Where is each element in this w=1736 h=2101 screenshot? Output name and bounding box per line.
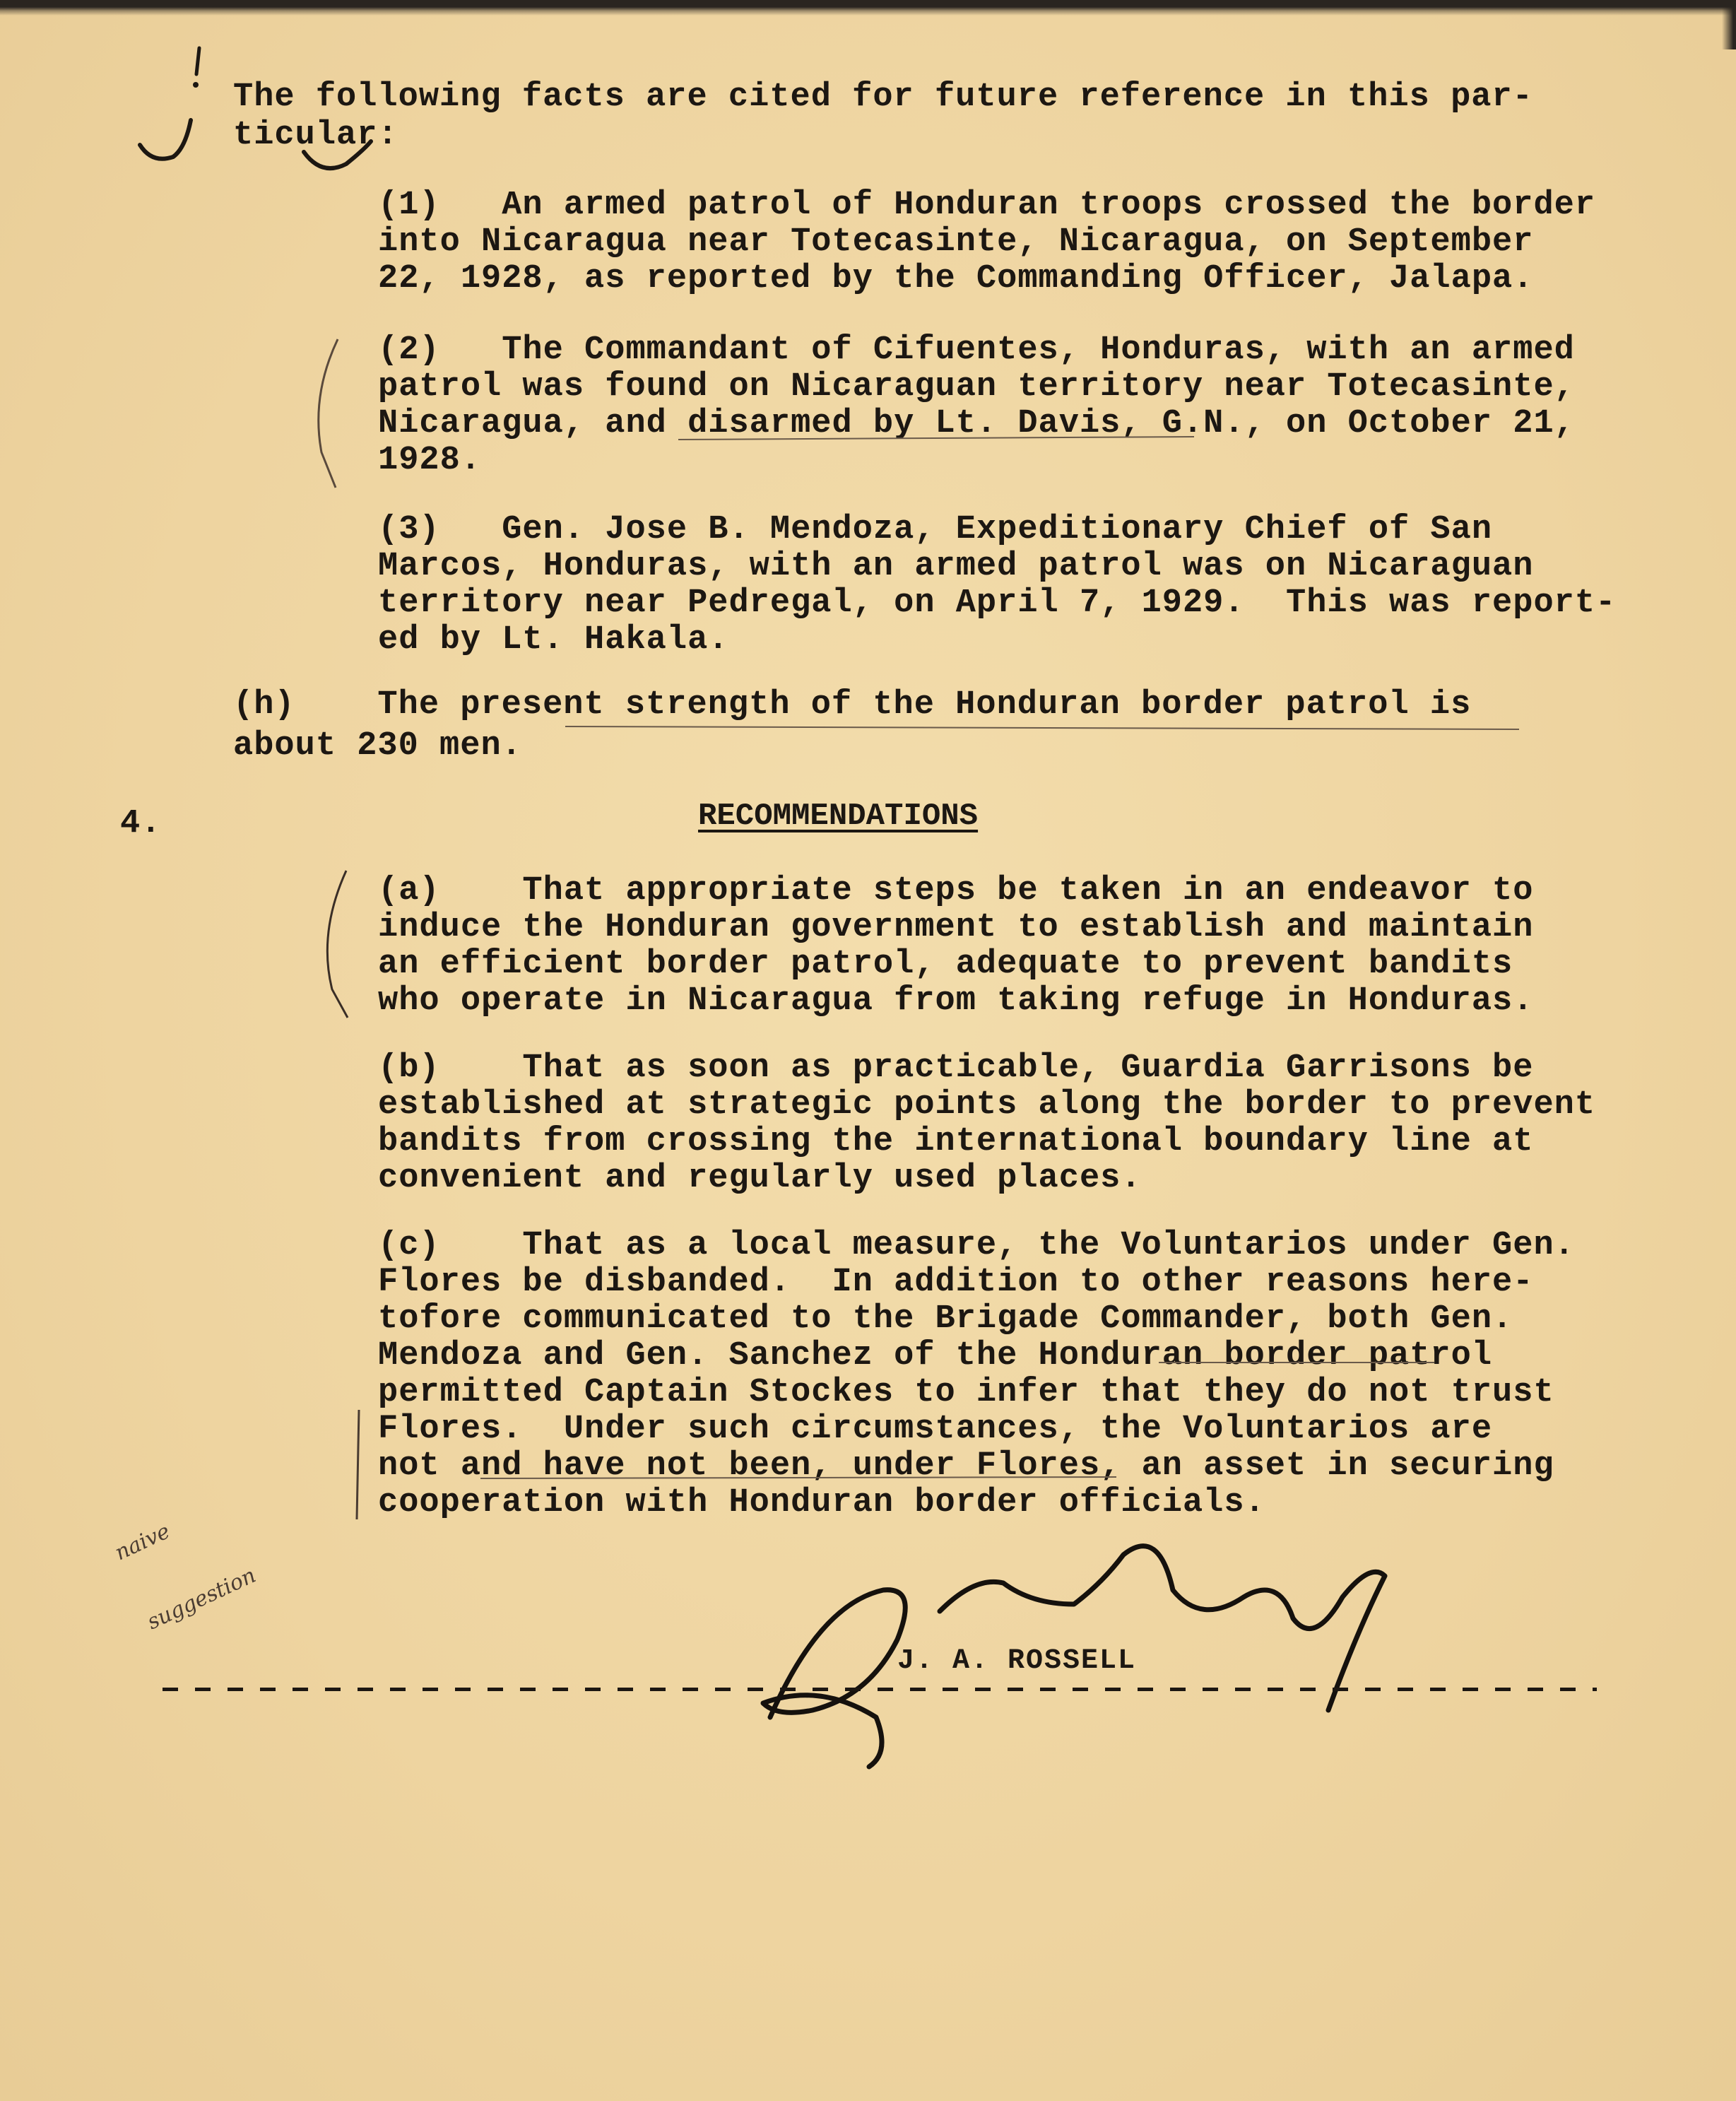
rec-b-line-3: bandits from crossing the international boundary line at bbox=[378, 1123, 1534, 1160]
page-top-edge bbox=[0, 0, 1736, 16]
rec-a-line-1: (a) That appropriate steps be taken in an endeavor to bbox=[378, 872, 1534, 910]
exclamation-dot bbox=[193, 82, 199, 88]
item-h-line-1: (h) The present strength of the Honduran border patrol is bbox=[233, 686, 1472, 724]
rec-c-line-3: tofore communicated to the Brigade Commander, both Gen. bbox=[378, 1300, 1513, 1338]
rec-b-line-2: established at strategic points along the border to prevent bbox=[378, 1086, 1596, 1124]
pencil-bracket-rec-c bbox=[357, 1410, 359, 1519]
fact-2-line-4: 1928. bbox=[378, 442, 482, 479]
fact-2-line-2: patrol was found on Nicaraguan territory near Totecasinte, bbox=[378, 368, 1575, 406]
fact-2-line-3: Nicaragua, and disarmed by Lt. Davis, G.N., on October 21, bbox=[378, 405, 1575, 442]
fact-3-line-2: Marcos, Honduras, with an armed patrol was on Nicaraguan bbox=[378, 548, 1534, 585]
fact-3-line-3: territory near Pedregal, on April 7, 1929. This was report- bbox=[378, 584, 1617, 622]
fact-3-line-1: (3) Gen. Jose B. Mendoza, Expeditionary Chief of San bbox=[378, 511, 1493, 548]
fact-1-line-2: into Nicaragua near Totecasinte, Nicaragua, on September bbox=[378, 223, 1534, 261]
fact-3-line-4: ed by Lt. Hakala. bbox=[378, 621, 729, 659]
rec-c-line-7: not and have not been, under Flores, an asset in securing bbox=[378, 1447, 1554, 1485]
fact-1-line-3: 22, 1928, as reported by the Commanding Officer, Jalapa. bbox=[378, 260, 1534, 298]
check-mark bbox=[140, 120, 191, 159]
margin-note-line-2: suggestion bbox=[143, 1562, 260, 1635]
rec-c-line-4: Mendoza and Gen. Sanchez of the Honduran border patrol bbox=[378, 1337, 1493, 1375]
rec-c-line-1: (c) That as a local measure, the Voluntarios under Gen. bbox=[378, 1227, 1575, 1264]
signature-typed-name: J. A. ROSSELL bbox=[897, 1645, 1137, 1677]
rec-c-line-6: Flores. Under such circumstances, the Voluntarios are bbox=[378, 1411, 1493, 1448]
rec-b-line-1: (b) That as soon as practicable, Guardia Garrisons be bbox=[378, 1049, 1534, 1087]
margin-note bbox=[90, 1448, 282, 1682]
section-number: 4. bbox=[120, 805, 162, 842]
pencil-bracket-rec-a bbox=[327, 871, 348, 1018]
margin-note-line-1: naive bbox=[111, 1519, 174, 1566]
section-heading: RECOMMENDATIONS bbox=[698, 799, 979, 834]
rec-c-line-8: cooperation with Honduran border officials. bbox=[378, 1484, 1265, 1522]
intro-line-1: The following facts are cited for future reference in this par- bbox=[233, 78, 1533, 116]
exclamation-mark bbox=[196, 48, 199, 74]
page-corner-shadow bbox=[1722, 0, 1736, 49]
rec-c-line-5: permitted Captain Stockes to infer that they do not trust bbox=[378, 1374, 1554, 1411]
rec-a-line-2: induce the Honduran government to establish and maintain bbox=[378, 909, 1534, 946]
intro-line-2: ticular: bbox=[233, 117, 398, 154]
fact-2-line-1: (2) The Commandant of Cifuentes, Honduras, with an armed bbox=[378, 331, 1575, 369]
item-h-line-2: about 230 men. bbox=[233, 727, 522, 765]
rec-b-line-4: convenient and regularly used places. bbox=[378, 1160, 1142, 1197]
underline-strength bbox=[565, 726, 1519, 729]
rec-a-line-4: who operate in Nicaragua from taking refuge in Honduras. bbox=[378, 982, 1534, 1020]
pencil-bracket-fact-2 bbox=[319, 339, 338, 488]
dashed-separator bbox=[163, 1688, 1597, 1691]
rec-c-line-2: Flores be disbanded. In addition to other reasons here- bbox=[378, 1264, 1534, 1301]
fact-1-line-1: (1) An armed patrol of Honduran troops crossed the border bbox=[378, 187, 1596, 224]
rec-a-line-3: an efficient border patrol, adequate to prevent bandits bbox=[378, 946, 1513, 983]
